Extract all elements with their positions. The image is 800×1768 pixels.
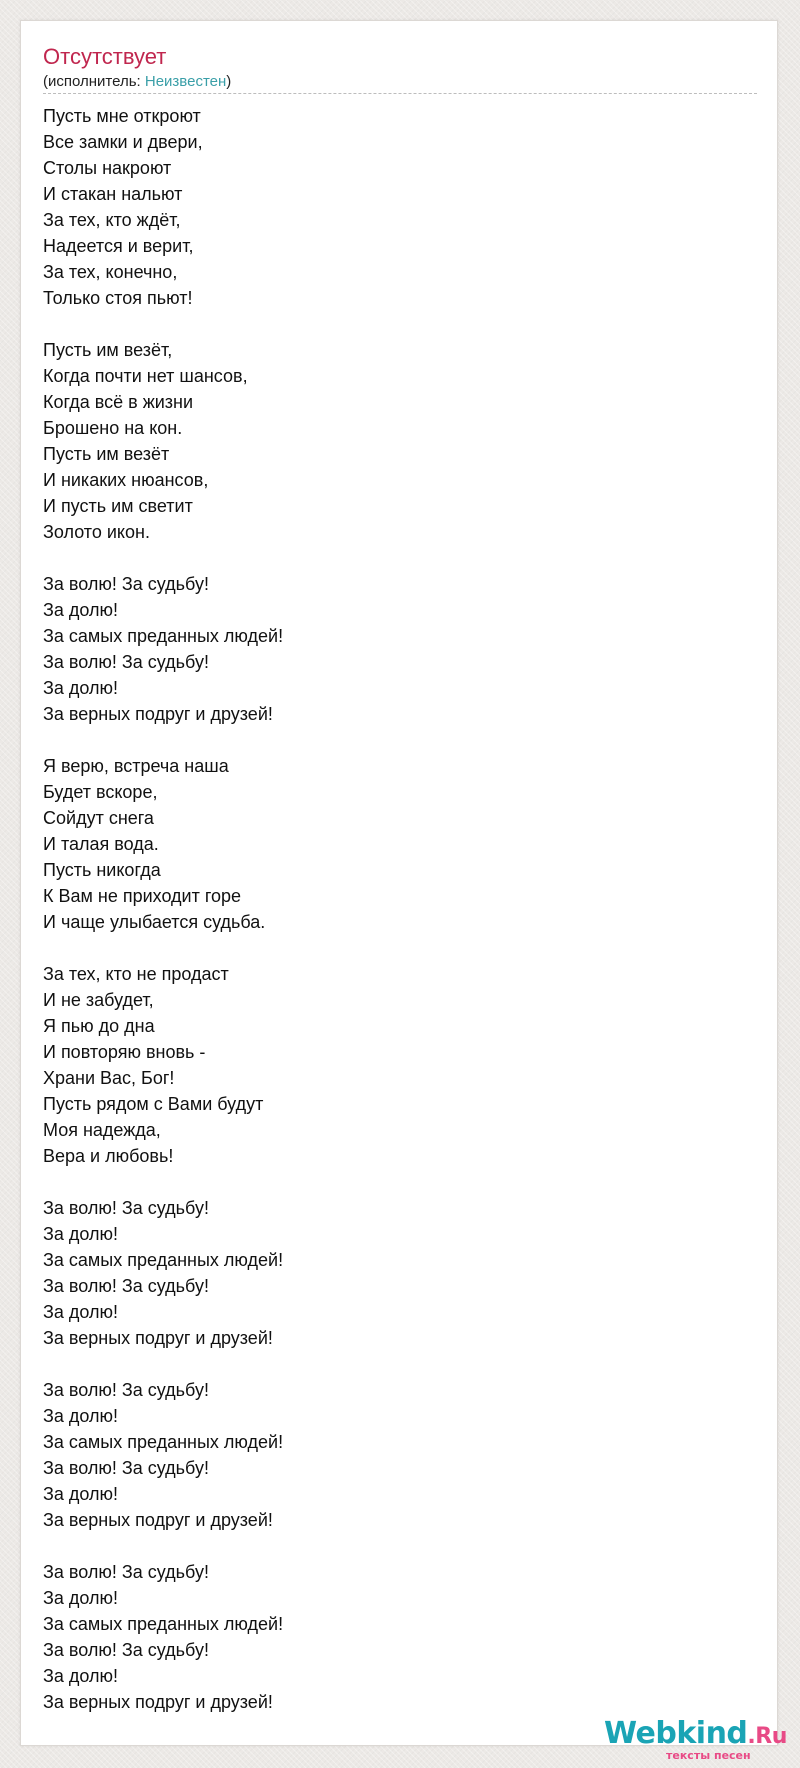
lyric-line: За волю! За судьбу! [43,1458,209,1478]
lyric-line: Я пью до дна [43,1016,155,1036]
lyric-line: Пусть им везёт, [43,340,173,360]
lyric-line: За верных подруг и друзей! [43,1328,273,1348]
lyric-line: За долю! [43,1302,119,1322]
lyric-line: И пусть им светит [43,496,193,516]
lyric-line: Пусть мне откроют [43,106,201,126]
lyric-line: И никаких нюансов, [43,470,209,490]
lyric-line: Пусть им везёт [43,444,170,464]
lyric-line: За волю! За судьбу! [43,652,209,672]
lyric-line: За тех, кто ждёт, [43,210,181,230]
lyric-line: За самых преданных людей! [43,1614,284,1634]
lyric-line: За волю! За судьбу! [43,1380,209,1400]
song-title: Отсутствует [43,44,167,69]
stanza-break [43,1169,743,1195]
webkind-logo[interactable] [604,1716,794,1764]
lyric-line: За самых преданных людей! [43,626,284,646]
lyric-line: Храни Вас, Бог! [43,1068,175,1088]
lyric-line: За верных подруг и друзей! [43,1510,273,1530]
artist-line [43,72,231,92]
lyric-line: Столы накроют [43,158,172,178]
lyric-line: За долю! [43,600,119,620]
lyric-line: За волю! За судьбу! [43,1562,209,1582]
lyric-line: За долю! [43,1484,119,1504]
lyric-line: За самых преданных людей! [43,1432,284,1452]
lyric-line: Пусть рядом с Вами будут [43,1094,264,1114]
lyric-line: Моя надежда, [43,1120,161,1140]
lyric-line: За волю! За судьбу! [43,1198,209,1218]
lyric-line: Вера и любовь! [43,1146,174,1166]
artist-suffix: ) [226,73,232,90]
lyric-line: Все замки и двери, [43,132,203,152]
lyric-line: Надеется и верит, [43,236,194,256]
lyric-line: За волю! За судьбу! [43,1640,209,1660]
lyric-line: Пусть никогда [43,860,161,880]
artist-link[interactable]: Неизвестен [144,73,227,90]
lyric-line: К Вам не приходит горе [43,886,242,906]
lyric-line: За тех, кто не продаст [43,964,229,984]
lyric-line: Сойдут снега [43,808,154,828]
lyric-line: Золото икон. [43,522,150,542]
lyric-line: Я верю, встреча наша [43,756,229,776]
logo-tagline: тексты песен [666,1749,751,1762]
lyric-line: Только стоя пьют! [43,288,193,308]
artist-prefix: (исполнитель: [43,73,145,90]
lyric-line: И повторяю вновь - [43,1042,206,1062]
lyric-line: И стакан нальют [43,184,183,204]
lyric-line: За самых преданных людей! [43,1250,284,1270]
stanza-break [43,1351,743,1377]
lyric-line: За тех, конечно, [43,262,178,282]
lyric-line: За верных подруг и друзей! [43,1692,273,1712]
lyric-line: За долю! [43,678,119,698]
lyric-line: И чаще улыбается судьба. [43,912,266,932]
lyric-line: И не забудет, [43,990,154,1010]
lyrics-text [43,103,743,1715]
lyric-line: За волю! За судьбу! [43,574,209,594]
lyric-line: За долю! [43,1588,119,1608]
stanza-break [43,1533,743,1559]
stanza-break [43,311,743,337]
logo-brand: Webkind [604,1716,748,1751]
lyric-line: Когда всё в жизни [43,392,194,412]
stanza-break [43,727,743,753]
lyric-line: За долю! [43,1224,119,1244]
lyric-line: За верных подруг и друзей! [43,704,273,724]
lyric-line: И талая вода. [43,834,159,854]
stanza-break [43,935,743,961]
lyric-line: Будет вскоре, [43,782,158,802]
logo-tld: .Ru [747,1724,787,1749]
divider [43,93,757,94]
lyric-line: За долю! [43,1406,119,1426]
lyrics-card [20,20,787,1762]
stanza-break [43,545,743,571]
lyric-line: За волю! За судьбу! [43,1276,209,1296]
lyric-line: Когда почти нет шансов, [43,366,248,386]
lyric-line: За долю! [43,1666,119,1686]
lyric-line: Брошено на кон. [43,418,183,438]
